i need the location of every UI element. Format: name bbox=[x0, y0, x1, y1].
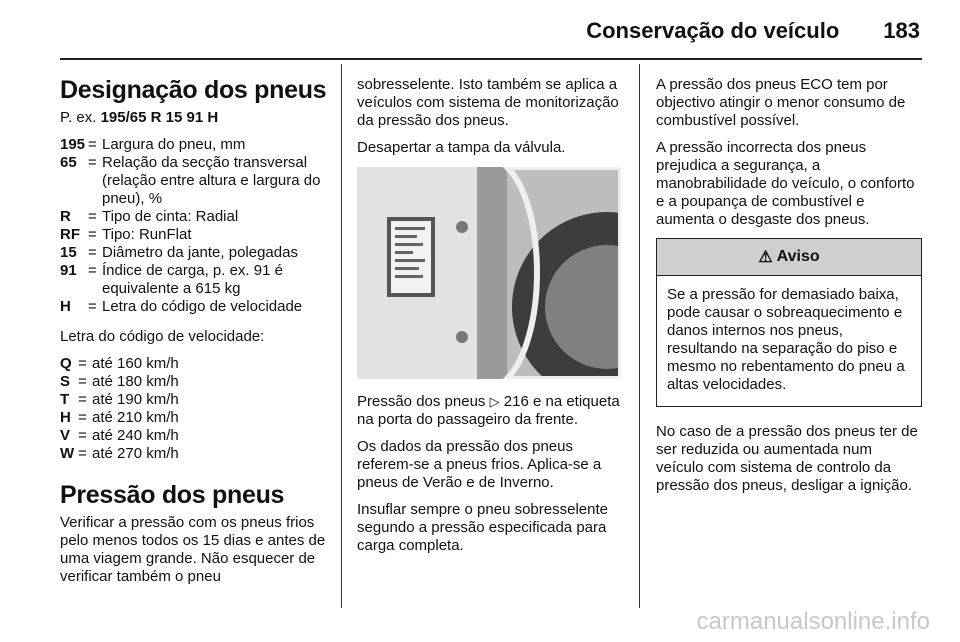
column-divider bbox=[341, 64, 342, 608]
equals-sign: = bbox=[78, 409, 87, 426]
equals-sign: = bbox=[88, 136, 97, 153]
warning-header bbox=[657, 239, 921, 276]
definition-row bbox=[60, 136, 330, 154]
warning-triangle-icon: ⚠ bbox=[758, 249, 773, 266]
paragraph-pressure-ref: Pressão dos pneus ▷ 216 e na etiqueta na porta do passageiro da frente. bbox=[357, 393, 620, 428]
definition-value: até 160 km/h bbox=[92, 355, 179, 372]
column-divider bbox=[639, 64, 640, 608]
definition-key: 91 bbox=[60, 262, 77, 279]
door-tire-label-photo bbox=[357, 167, 621, 379]
equals-sign: = bbox=[88, 298, 97, 315]
equals-sign: = bbox=[88, 244, 97, 261]
definition-row bbox=[60, 226, 330, 244]
definition-key: V bbox=[60, 427, 71, 444]
definition-value: até 270 km/h bbox=[92, 445, 179, 462]
equals-sign: = bbox=[78, 373, 87, 390]
definition-row bbox=[60, 355, 330, 373]
equals-sign: = bbox=[78, 427, 87, 444]
definition-row bbox=[60, 262, 330, 298]
warning-title: Aviso bbox=[776, 248, 820, 265]
definition-row bbox=[60, 208, 330, 226]
definition-value: Tipo de cinta: Radial bbox=[102, 208, 239, 225]
definition-key: S bbox=[60, 373, 71, 390]
definition-key: 65 bbox=[60, 154, 77, 171]
column-1 bbox=[60, 64, 330, 595]
definition-key: H bbox=[60, 409, 71, 426]
tire-definition-list bbox=[60, 136, 330, 316]
heading-tire-pressure: Pressão dos pneus bbox=[60, 481, 285, 509]
page-reference[interactable]: 216 bbox=[503, 393, 529, 410]
definition-value: Índice de carga, p. ex. 91 é equivalente a 615 kg bbox=[102, 262, 283, 297]
header-rule bbox=[60, 58, 922, 60]
definition-row bbox=[60, 244, 330, 262]
definition-key: 15 bbox=[60, 244, 77, 261]
paragraph: A pressão dos pneus ECO tem por objectivo atingir o menor consumo de combustível possível. bbox=[656, 76, 906, 129]
definition-value: Relação da secção transversal (relação entre altura e largura do pneu), % bbox=[102, 154, 321, 207]
page-number: 183 bbox=[883, 18, 920, 43]
definition-key: R bbox=[60, 208, 71, 225]
column-2 bbox=[357, 76, 623, 564]
definition-row bbox=[60, 154, 330, 208]
equals-sign: = bbox=[78, 445, 87, 462]
page-header bbox=[586, 18, 920, 44]
definition-key: 195 bbox=[60, 136, 86, 153]
definition-key: T bbox=[60, 391, 70, 408]
definition-key: W bbox=[60, 445, 75, 462]
warning-body bbox=[657, 276, 921, 406]
example-code: 195/65 R 15 91 H bbox=[100, 109, 219, 126]
definition-row bbox=[60, 445, 330, 463]
definition-value: até 190 km/h bbox=[92, 391, 179, 408]
paragraph: Desapertar a tampa da válvula. bbox=[357, 139, 566, 156]
definition-value: Tipo: RunFlat bbox=[102, 226, 192, 243]
definition-value: Diâmetro da jante, polegadas bbox=[102, 244, 298, 261]
definition-key: H bbox=[60, 298, 71, 315]
definition-value: até 210 km/h bbox=[92, 409, 179, 426]
definition-row bbox=[60, 409, 330, 427]
section-title: Conservação do veículo bbox=[586, 18, 840, 43]
paragraph: Os dados da pressão dos pneus referem-se a pneus frios. Aplica-se a pneus de Verão e de Inverno. bbox=[357, 438, 602, 491]
equals-sign: = bbox=[78, 391, 87, 408]
paragraph: A pressão incorrecta dos pneus prejudica a segurança, a manobrabilidade do veículo, o conforto e a poupança de combustível e aumenta o desgaste dos pneus. bbox=[656, 139, 915, 228]
warning-text: Se a pressão for demasiado baixa, pode causar o sobreaquecimento e danos internos nos pneus, resultando na separação do piso e mesmo no rebentamento do pneu a altas velocidades. bbox=[667, 286, 905, 393]
example-line: P. ex. 195/65 R 15 91 H bbox=[60, 109, 219, 126]
watermark: carmanualsonline.info bbox=[696, 608, 930, 635]
speed-definition-list bbox=[60, 355, 330, 463]
definition-row bbox=[60, 373, 330, 391]
definition-value: Largura do pneu, mm bbox=[102, 136, 246, 153]
arrow-right-icon: ▷ bbox=[489, 394, 500, 409]
definition-row bbox=[60, 298, 330, 316]
column-3 bbox=[656, 76, 922, 504]
equals-sign: = bbox=[88, 208, 97, 225]
definition-value: até 240 km/h bbox=[92, 427, 179, 444]
paragraph: Insuflar sempre o pneu sobresselente segundo a pressão especificada para carga completa. bbox=[357, 501, 608, 554]
paragraph: sobresselente. Isto também se aplica a veículos com sistema de monitorização da pressão dos pneus. bbox=[357, 76, 619, 129]
definition-row bbox=[60, 427, 330, 445]
speed-intro: Letra do código de velocidade: bbox=[60, 328, 265, 345]
paragraph: No caso de a pressão dos pneus ter de ser reduzida ou aumentada num veículo com sistema de controlo da pressão dos pneus, desligar a ignição. bbox=[656, 423, 918, 494]
warning-box bbox=[656, 238, 922, 407]
equals-sign: = bbox=[88, 154, 97, 171]
paragraph: Verificar a pressão com os pneus frios pelo menos todos os 15 dias e antes de uma viagem grande. Não esquecer de verificar também o pneu bbox=[60, 514, 326, 585]
definition-row bbox=[60, 391, 330, 409]
equals-sign: = bbox=[88, 226, 97, 243]
heading-tire-designation: Designação dos pneus bbox=[60, 76, 327, 104]
definition-key: RF bbox=[60, 226, 80, 243]
definition-key: Q bbox=[60, 355, 72, 372]
equals-sign: = bbox=[88, 262, 97, 279]
definition-value: Letra do código de velocidade bbox=[102, 298, 303, 315]
equals-sign: = bbox=[78, 355, 87, 372]
definition-value: até 180 km/h bbox=[92, 373, 179, 390]
